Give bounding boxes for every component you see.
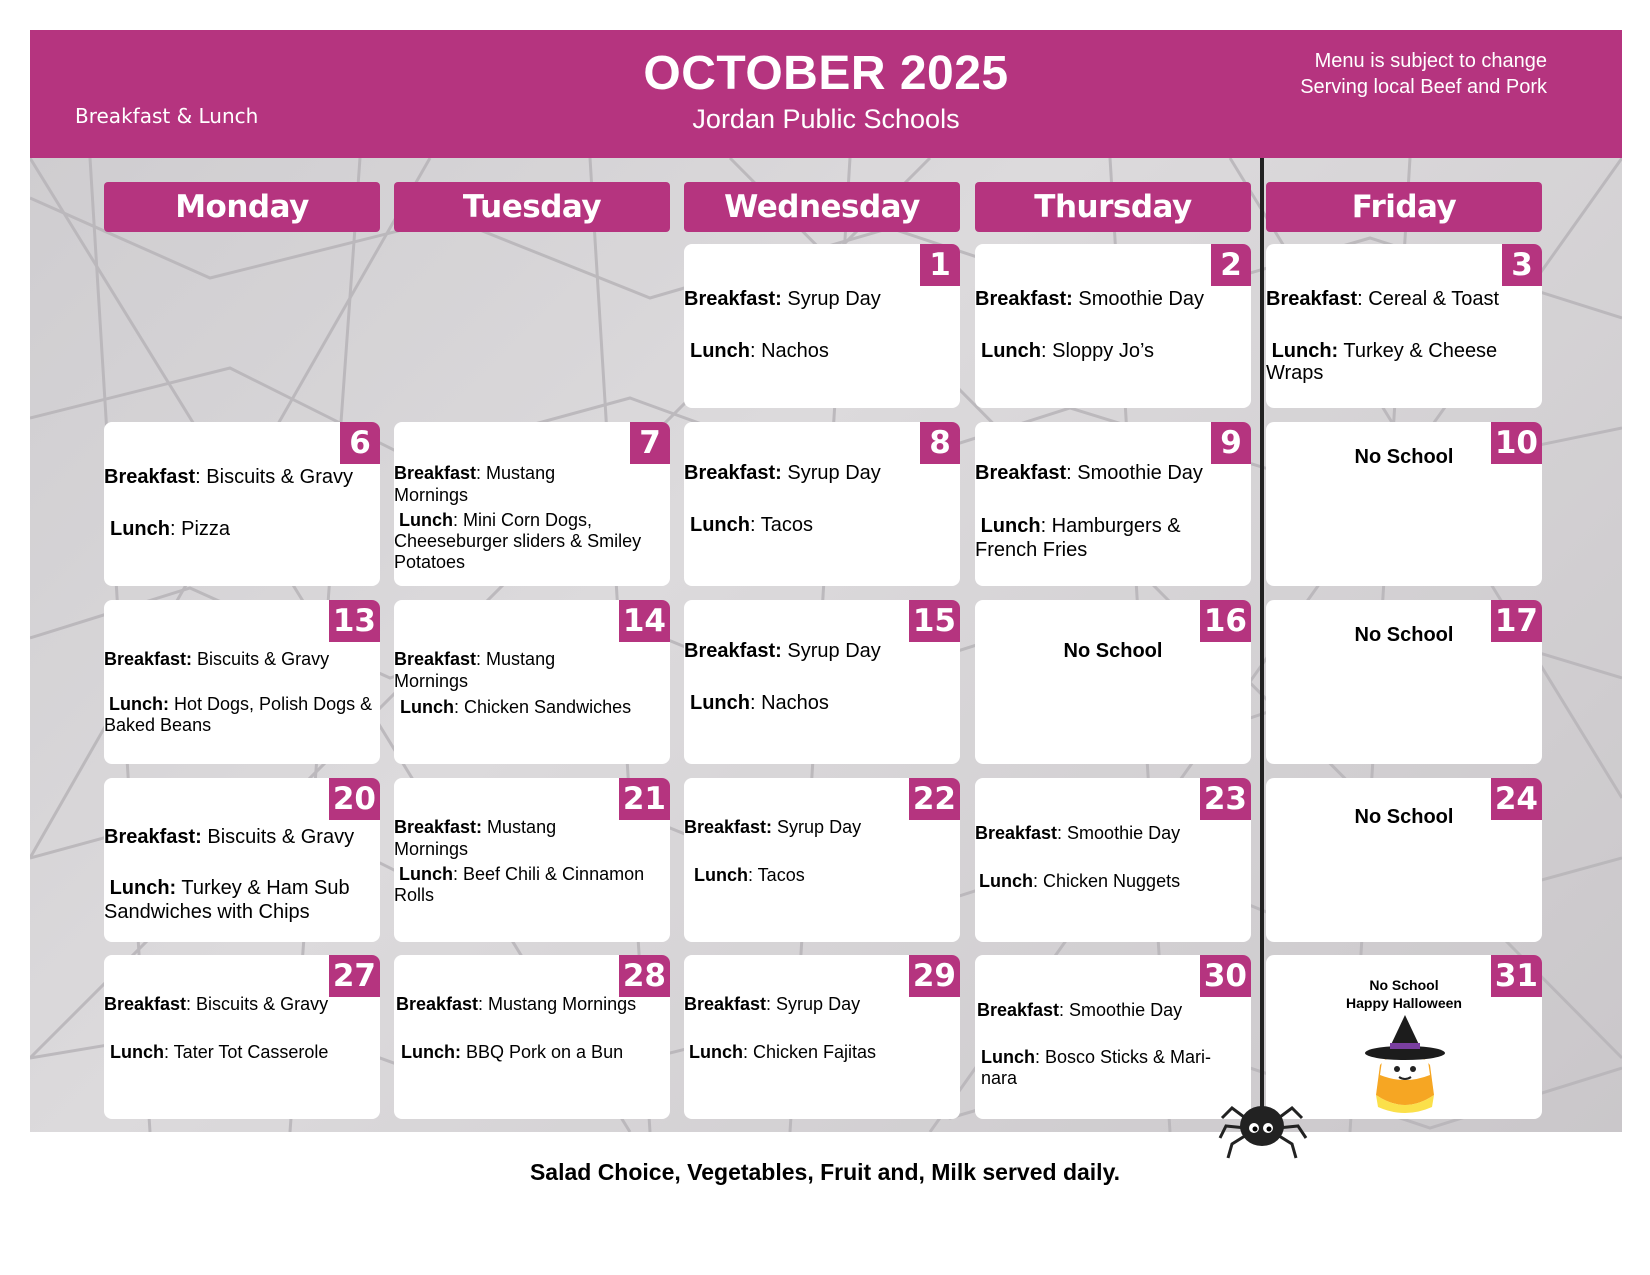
breakfast-label: Breakfast:	[975, 288, 1073, 310]
day-number: 28	[619, 955, 670, 997]
breakfast-item	[104, 826, 376, 848]
lunch-item	[981, 1047, 1221, 1089]
page-subtitle: Jordan Public Schools	[692, 104, 960, 134]
lunch-text: : Bosco Sticks & Mari-nara	[981, 1047, 1212, 1088]
day-cell-13	[104, 600, 380, 764]
breakfast-item	[975, 462, 1211, 484]
lunch-text: : Tacos	[750, 514, 813, 536]
lunch-item	[690, 340, 926, 362]
day-cell-2	[975, 244, 1251, 408]
lunch-label: Lunch	[399, 510, 454, 530]
lunch-item	[981, 340, 1217, 362]
day-number: 13	[329, 600, 380, 642]
breakfast-item	[684, 462, 920, 484]
day-header-friday: Friday	[1266, 182, 1542, 232]
day-number: 8	[920, 422, 960, 464]
day-number: 6	[340, 422, 380, 464]
lunch-label: Lunch:	[401, 1042, 461, 1062]
lunch-text: : Tater Tot Casserole	[164, 1042, 329, 1062]
breakfast-label: Breakfast	[684, 994, 767, 1014]
day-cell-30	[975, 955, 1251, 1119]
lunch-label: Lunch:	[1271, 340, 1339, 362]
breakfast-text: : Cereal & Toast	[1357, 288, 1500, 310]
day-number: 14	[619, 600, 670, 642]
breakfast-text: Smoothie Day	[1072, 288, 1204, 310]
breakfast-label: Breakfast:	[684, 288, 782, 310]
day-number: 1	[920, 244, 960, 286]
lunch-label: Lunch	[690, 514, 750, 536]
day-cell-20	[104, 778, 380, 942]
day-number: 21	[619, 778, 670, 820]
breakfast-label: Breakfast:	[104, 826, 202, 848]
lunch-label: Lunch	[400, 697, 454, 717]
breakfast-text: : Syrup Day	[766, 994, 861, 1014]
breakfast-item	[394, 816, 630, 860]
breakfast-text: Syrup Day	[772, 817, 862, 837]
day-cell-21	[394, 778, 670, 942]
breakfast-label: Breakfast:	[684, 462, 782, 484]
breakfast-text: : Biscuits & Gravy	[186, 994, 329, 1014]
day-number: 15	[909, 600, 960, 642]
breakfast-text: : Mustang Mornings	[478, 994, 637, 1014]
lunch-item	[104, 876, 376, 924]
lunch-label: Lunch	[110, 518, 170, 540]
day-cell-15	[684, 600, 960, 764]
day-number: 31	[1491, 955, 1542, 997]
no-school-note: No School	[1369, 977, 1439, 993]
no-school-note: No School	[1354, 624, 1454, 646]
lunch-item	[694, 864, 930, 886]
candy-corn-witch-icon	[1362, 1015, 1448, 1115]
day-cell-3	[1266, 244, 1542, 408]
day-number: 3	[1502, 244, 1542, 286]
breakfast-text: Syrup Day	[781, 288, 881, 310]
breakfast-item	[684, 816, 920, 838]
breakfast-text: : Mustang Mornings	[394, 649, 556, 691]
breakfast-label: Breakfast:	[684, 640, 782, 662]
day-cell-22	[684, 778, 960, 942]
day-header-thursday: Thursday	[975, 182, 1251, 232]
breakfast-item	[104, 466, 376, 488]
lunch-text: : Nachos	[750, 692, 829, 714]
no-school-note: No School	[1354, 806, 1454, 828]
breakfast-text: Biscuits & Gravy	[201, 826, 355, 848]
spider-thread	[1260, 158, 1264, 1118]
breakfast-label: Breakfast	[1266, 288, 1358, 310]
day-cell-7	[394, 422, 670, 586]
lunch-item	[979, 870, 1251, 892]
breakfast-label: Breakfast:	[104, 649, 193, 669]
day-cell-14	[394, 600, 670, 764]
day-header-wednesday: Wednesday	[684, 182, 960, 232]
day-cell-27	[104, 955, 380, 1119]
day-cell-9	[975, 422, 1251, 586]
footer-note: Salad Choice, Vegetables, Fruit and, Milk served daily.	[529, 1159, 1121, 1185]
lunch-text: BBQ Pork on a Bun	[461, 1042, 624, 1062]
breakfast-item	[684, 993, 920, 1015]
breakfast-item	[975, 288, 1211, 310]
breakfast-item	[975, 822, 1211, 844]
header-note-local: Serving local Beef and Pork	[1300, 76, 1547, 98]
lunch-text: : Chicken Fajitas	[743, 1042, 877, 1062]
breakfast-label: Breakfast	[394, 649, 477, 669]
day-cell-29	[684, 955, 960, 1119]
lunch-label: Lunch	[979, 871, 1033, 891]
day-number: 17	[1491, 600, 1542, 642]
day-cell-16	[975, 600, 1251, 764]
breakfast-item	[1266, 288, 1502, 310]
breakfast-item	[394, 648, 630, 692]
lunch-text: Hot Dogs, Polish Dogs & Baked Beans	[104, 694, 373, 735]
day-number: 7	[630, 422, 670, 464]
day-cell-17	[1266, 600, 1542, 764]
breakfast-label: Breakfast	[104, 994, 187, 1014]
lunch-text: Turkey & Ham Sub Sandwiches with Chips	[104, 877, 350, 923]
day-number: 9	[1211, 422, 1251, 464]
lunch-item	[690, 692, 926, 714]
breakfast-item	[394, 462, 630, 506]
breakfast-text: : Smoothie Day	[1057, 823, 1181, 843]
lunch-item	[104, 694, 376, 736]
lunch-text: : Sloppy Jo’s	[1041, 340, 1155, 362]
day-number: 22	[909, 778, 960, 820]
breakfast-text: Syrup Day	[781, 462, 881, 484]
day-number: 24	[1491, 778, 1542, 820]
day-cell-24	[1266, 778, 1542, 942]
breakfast-item	[104, 993, 376, 1015]
breakfast-item	[396, 993, 668, 1015]
lunch-text: : Chicken Sandwiches	[454, 697, 632, 717]
breakfast-text: Biscuits & Gravy	[192, 649, 330, 669]
day-number: 27	[329, 955, 380, 997]
day-number: 16	[1200, 600, 1251, 642]
day-cell-6	[104, 422, 380, 586]
lunch-item	[975, 514, 1247, 562]
breakfast-label: Breakfast	[396, 994, 479, 1014]
breakfast-text: : Mustang Mornings	[394, 463, 556, 505]
day-number: 10	[1491, 422, 1542, 464]
lunch-text: : Nachos	[750, 340, 829, 362]
breakfast-label: Breakfast	[104, 466, 196, 488]
lunch-text: : Pizza	[170, 518, 231, 540]
breakfast-text: : Biscuits & Gravy	[195, 466, 353, 488]
day-header-monday: Monday	[104, 182, 380, 232]
no-school-note: No School	[1063, 640, 1163, 662]
page-title: OCTOBER 2025	[643, 47, 1009, 100]
breakfast-label: Breakfast:	[684, 817, 773, 837]
lunch-text: : Beef Chili & Cinnamon Rolls	[394, 864, 645, 905]
halloween-note: Happy Halloween	[1346, 995, 1462, 1011]
day-number: 20	[329, 778, 380, 820]
header-note-change: Menu is subject to change	[1314, 50, 1547, 72]
lunch-item	[689, 1041, 960, 1063]
lunch-text: : Tacos	[748, 865, 805, 885]
lunch-label: Lunch	[694, 865, 748, 885]
lunch-text: : Mini Corn Dogs, Cheeseburger sliders & Smiley Potatoes	[394, 510, 642, 572]
lunch-label: Lunch	[399, 864, 454, 884]
day-cell-8	[684, 422, 960, 586]
breakfast-item	[104, 648, 340, 670]
breakfast-text: Mustang Mornings	[394, 817, 557, 859]
header-left-label: Breakfast & Lunch	[75, 104, 259, 128]
day-number: 23	[1200, 778, 1251, 820]
lunch-item	[401, 1041, 670, 1063]
lunch-text: : Chicken Nuggets	[1033, 871, 1181, 891]
day-cell-1	[684, 244, 960, 408]
day-cell-10	[1266, 422, 1542, 586]
lunch-label: Lunch	[690, 340, 750, 362]
day-header-tuesday: Tuesday	[394, 182, 670, 232]
lunch-text: : Hamburgers & French Fries	[975, 515, 1181, 561]
breakfast-label: Breakfast:	[394, 817, 483, 837]
spider-icon	[1218, 1090, 1308, 1162]
breakfast-label: Breakfast	[394, 463, 477, 483]
header-banner	[30, 30, 1622, 158]
day-cell-28	[394, 955, 670, 1119]
breakfast-label: Breakfast	[977, 1000, 1060, 1020]
lunch-label: Lunch	[981, 1047, 1035, 1067]
breakfast-label: Breakfast	[975, 823, 1058, 843]
lunch-label: Lunch	[689, 1042, 743, 1062]
lunch-text: Turkey & Cheese Wraps	[1266, 340, 1498, 384]
day-number: 30	[1200, 955, 1251, 997]
lunch-label: Lunch	[690, 692, 750, 714]
lunch-label: Lunch	[110, 1042, 164, 1062]
lunch-item	[1266, 340, 1538, 384]
breakfast-label: Breakfast	[975, 462, 1067, 484]
day-number: 29	[909, 955, 960, 997]
lunch-label: Lunch	[980, 515, 1041, 537]
day-cell-23	[975, 778, 1251, 942]
lunch-item	[394, 864, 666, 906]
breakfast-item	[684, 640, 920, 662]
day-number: 2	[1211, 244, 1251, 286]
lunch-label: Lunch:	[109, 877, 177, 899]
breakfast-text: : Smoothie Day	[1059, 1000, 1183, 1020]
breakfast-item	[977, 999, 1213, 1021]
lunch-item	[110, 518, 346, 540]
lunch-item	[690, 514, 926, 536]
lunch-label: Lunch	[981, 340, 1041, 362]
breakfast-text: Syrup Day	[781, 640, 881, 662]
header-notes	[1300, 48, 1547, 100]
lunch-item	[110, 1041, 380, 1063]
lunch-label: Lunch:	[109, 694, 170, 714]
lunch-item	[400, 696, 670, 718]
lunch-item	[394, 510, 666, 573]
no-school-note: No School	[1354, 446, 1454, 468]
breakfast-item	[684, 288, 920, 310]
breakfast-text: : Smoothie Day	[1066, 462, 1203, 484]
